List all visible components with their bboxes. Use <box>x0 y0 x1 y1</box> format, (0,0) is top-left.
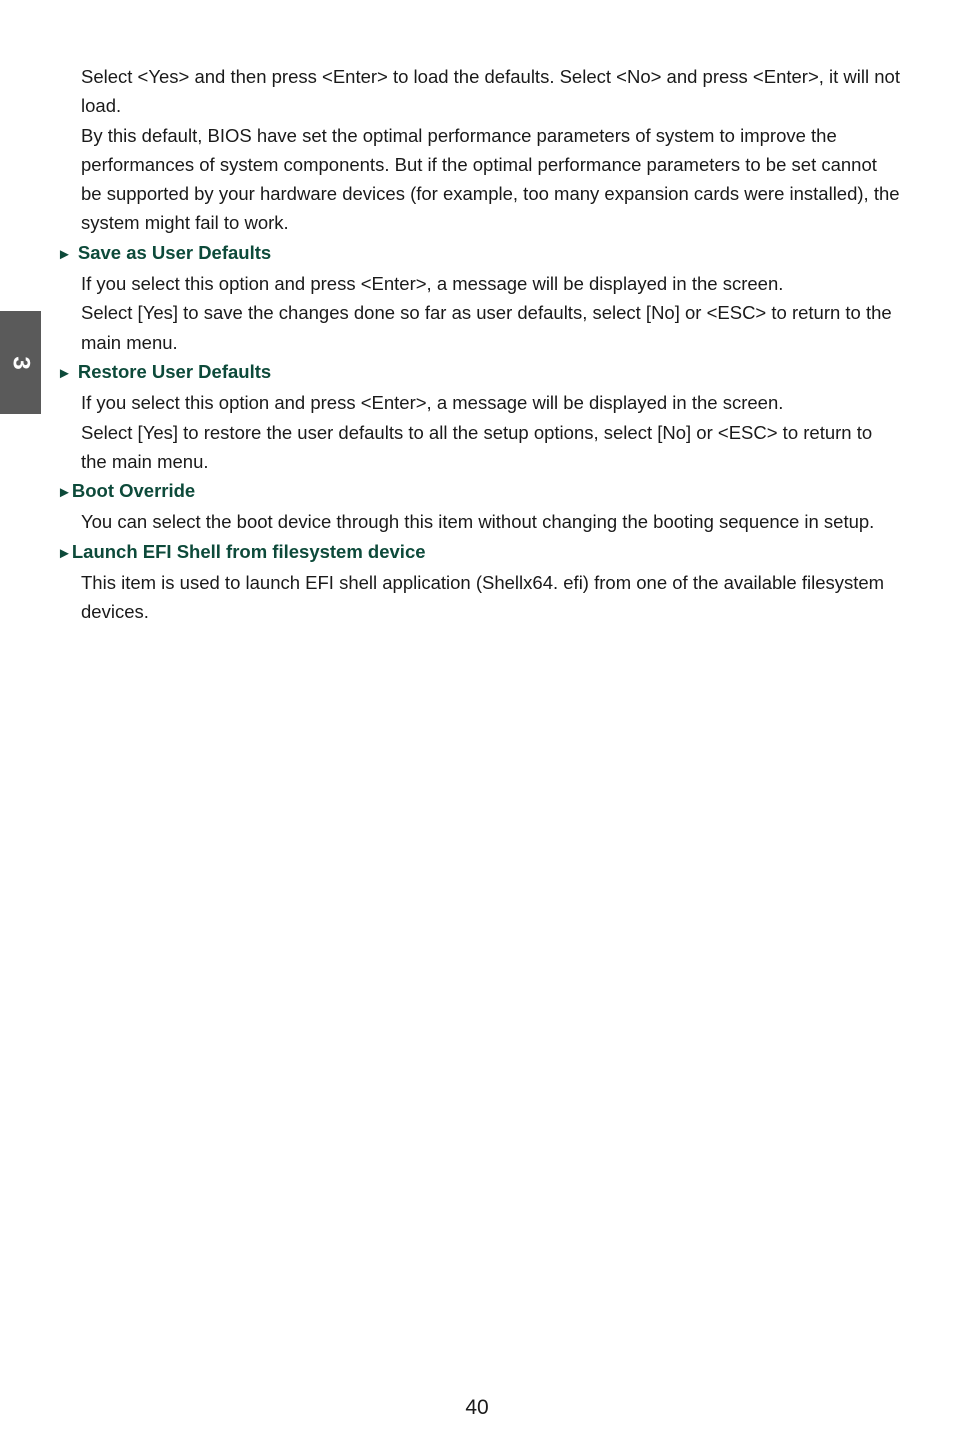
arrow-right-icon: ► <box>57 544 72 562</box>
section-paragraph: This item is used to launch EFI shell application (Shellx64. efi) from one of the available filesystem devices. <box>81 572 885 623</box>
section-title: Boot Override <box>71 480 196 502</box>
intro-paragraph-2: By this default, BIOS have set the optimal performance parameters of system to improve the performances of system components. But if the optimal performance parameters to be set cannot be supported by your hardware devices (for example, too many expansion cards were installed), the system might fail to work. <box>81 124 900 234</box>
section-heading-boot-override <box>57 476 954 507</box>
arrow-right-icon: ► <box>57 484 72 502</box>
page-content <box>0 62 954 627</box>
section-paragraph: You can select the boot device through this item without changing the booting sequence in setup. <box>81 511 875 533</box>
page-number: 40 <box>465 1396 489 1419</box>
section-title: Save as User Defaults <box>77 241 272 263</box>
intro-paragraph-1: Select <Yes> and then press <Enter> to load the defaults. Select <No> and press <Enter>, it will not load. <box>81 66 900 117</box>
section-paragraph: If you select this option and press <Enter>, a message will be displayed in the screen. <box>81 273 784 295</box>
section-heading-restore-user-defaults <box>57 357 954 388</box>
section-paragraph: If you select this option and press <Enter>, a message will be displayed in the screen. <box>81 392 784 414</box>
section-heading-launch-efi-shell <box>57 537 954 568</box>
arrow-right-icon: ► <box>57 245 72 263</box>
section-heading-save-user-defaults <box>57 238 954 269</box>
section-paragraph: Select [Yes] to restore the user defaults to all the setup options, select [No] or <ESC> to return to the main menu. <box>81 421 873 472</box>
section-paragraph: Select [Yes] to save the changes done so far as user defaults, select [No] or <ESC> to return to the main menu. <box>81 302 892 353</box>
section-title: Restore User Defaults <box>77 360 272 382</box>
arrow-right-icon: ► <box>57 364 72 382</box>
chapter-tab-number: 3 <box>7 355 35 370</box>
section-title: Launch EFI Shell from filesystem device <box>71 540 426 562</box>
